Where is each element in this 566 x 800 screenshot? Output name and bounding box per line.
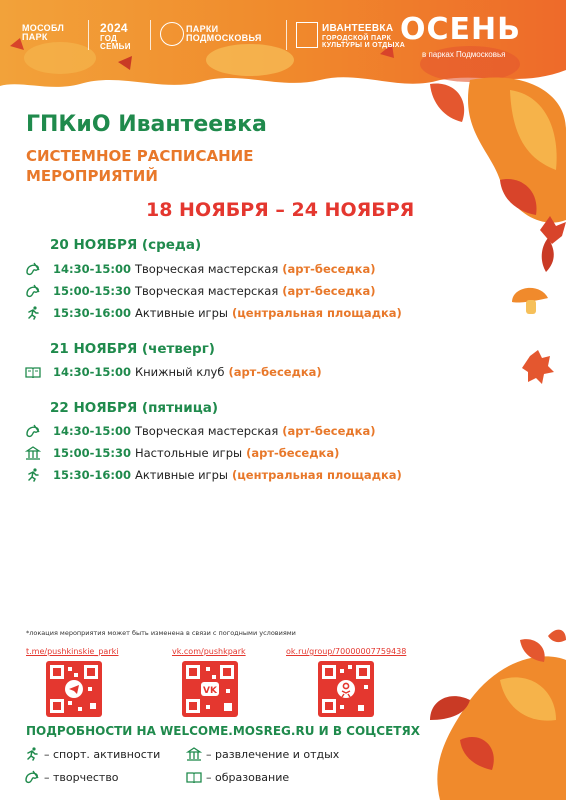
date-range: 18 НОЯБРЯ – 24 НОЯБРЯ	[146, 199, 415, 221]
event-name: Творческая мастерская	[134, 424, 279, 438]
logo-divider	[150, 20, 151, 50]
park-title: ГПКиО Ивантеевка	[26, 112, 267, 137]
event-place: (центральная площадка)	[231, 468, 402, 482]
event-place: (арт-беседка)	[282, 262, 376, 276]
event-time: 14:30-15:00	[53, 424, 131, 438]
palette-icon	[24, 284, 42, 298]
subtitle-line: СИСТЕМНОЕ РАСПИСАНИЕ	[26, 147, 254, 165]
logo-year-number: 2024	[100, 21, 128, 35]
event-time: 15:00-15:30	[53, 446, 131, 460]
event-place: (арт-беседка)	[228, 365, 322, 379]
partner-logos	[0, 0, 566, 72]
legend-label: – развлечение и отдых	[206, 747, 340, 761]
event-place: (арт-беседка)	[282, 424, 376, 438]
event-row	[24, 260, 376, 278]
ok-link[interactable]: ok.ru/group/70000007759438	[286, 647, 407, 656]
logo-ivanteevka-name: ИВАНТЕЕВКА	[322, 23, 394, 34]
palette-icon	[24, 262, 42, 276]
event-time: 15:30-16:00	[53, 306, 131, 320]
vk-qr-code[interactable]	[182, 661, 238, 717]
event-name: Активные игры	[134, 468, 228, 482]
legend-label: – образование	[206, 770, 290, 784]
event-row	[24, 282, 376, 300]
logo-ivanteevka-park	[322, 24, 412, 49]
event-place: (арт-беседка)	[282, 284, 376, 298]
event-time: 15:00-15:30	[53, 284, 131, 298]
legend-item-creative	[24, 770, 119, 784]
day-heading: 22 НОЯБРЯ (пятница)	[50, 400, 218, 416]
event-name: Активные игры	[134, 306, 228, 320]
logo-year-caption: ГОД СЕМЬИ	[100, 33, 131, 51]
book-icon	[24, 365, 42, 379]
running-icon	[24, 747, 42, 761]
event-row	[24, 304, 402, 322]
event-time: 14:30-15:00	[53, 262, 131, 276]
event-time: 14:30-15:00	[53, 365, 131, 379]
book-icon	[186, 770, 204, 784]
day-heading: 20 НОЯБРЯ (среда)	[50, 237, 202, 253]
event-place: (центральная площадка)	[231, 306, 402, 320]
carousel-icon	[186, 747, 204, 761]
vk-link[interactable]: vk.com/pushkpark	[172, 647, 246, 656]
carousel-icon	[24, 446, 42, 460]
legend-label: – спорт. активности	[44, 747, 161, 761]
event-name: Книжный клуб	[134, 365, 225, 379]
legend-item-fun	[186, 747, 339, 761]
logo-parks-podmoskovya: ПАРКИ ПОДМОСКОВЬЯ	[186, 24, 262, 44]
location-footnote: *локация мероприятия может быть изменена в связи с погодными условиями	[26, 629, 296, 637]
logo-year-of-family	[100, 22, 140, 51]
event-name: Настольные игры	[134, 446, 243, 460]
logo-divider	[88, 20, 89, 50]
event-row	[24, 444, 339, 462]
running-icon	[24, 306, 42, 320]
event-row	[24, 422, 376, 440]
event-place: (арт-беседка)	[246, 446, 340, 460]
parks-logo-icon	[160, 22, 184, 46]
event-row	[24, 466, 402, 484]
more-info-heading: ПОДРОБНОСТИ НА WELCOME.MOSREG.RU И В СОЦСЕТЯХ	[26, 724, 420, 738]
palette-icon	[24, 770, 42, 784]
ok-qr-code[interactable]	[318, 661, 374, 717]
telegram-qr-code[interactable]	[46, 661, 102, 717]
event-name: Творческая мастерская	[134, 262, 279, 276]
legend-label: – творчество	[44, 770, 119, 784]
logo-osen-caption: в парках Подмосковья	[422, 50, 506, 59]
telegram-link[interactable]: t.me/pushkinskie_parki	[26, 647, 119, 656]
event-time: 15:30-16:00	[53, 468, 131, 482]
schedule-subtitle	[26, 146, 253, 186]
svg-text:VK: VK	[203, 686, 217, 696]
logo-ivanteevka-caption: ГОРОДСКОЙ ПАРК КУЛЬТУРЫ И ОТДЫХА	[322, 34, 406, 49]
ivanteevka-logo-icon	[296, 22, 318, 48]
logo-divider	[286, 20, 287, 50]
event-row	[24, 363, 322, 381]
day-heading: 21 НОЯБРЯ (четверг)	[50, 341, 215, 357]
legend-item-sport	[24, 747, 160, 761]
logo-mosobl-park: МОСОБЛ ПАРК	[22, 23, 65, 43]
event-name: Творческая мастерская	[134, 284, 279, 298]
subtitle-line: МЕРОПРИЯТИЙ	[26, 167, 158, 185]
running-icon	[24, 468, 42, 482]
legend-item-edu	[186, 770, 289, 784]
palette-icon	[24, 424, 42, 438]
logo-osen: ОСЕНЬ	[400, 12, 521, 47]
